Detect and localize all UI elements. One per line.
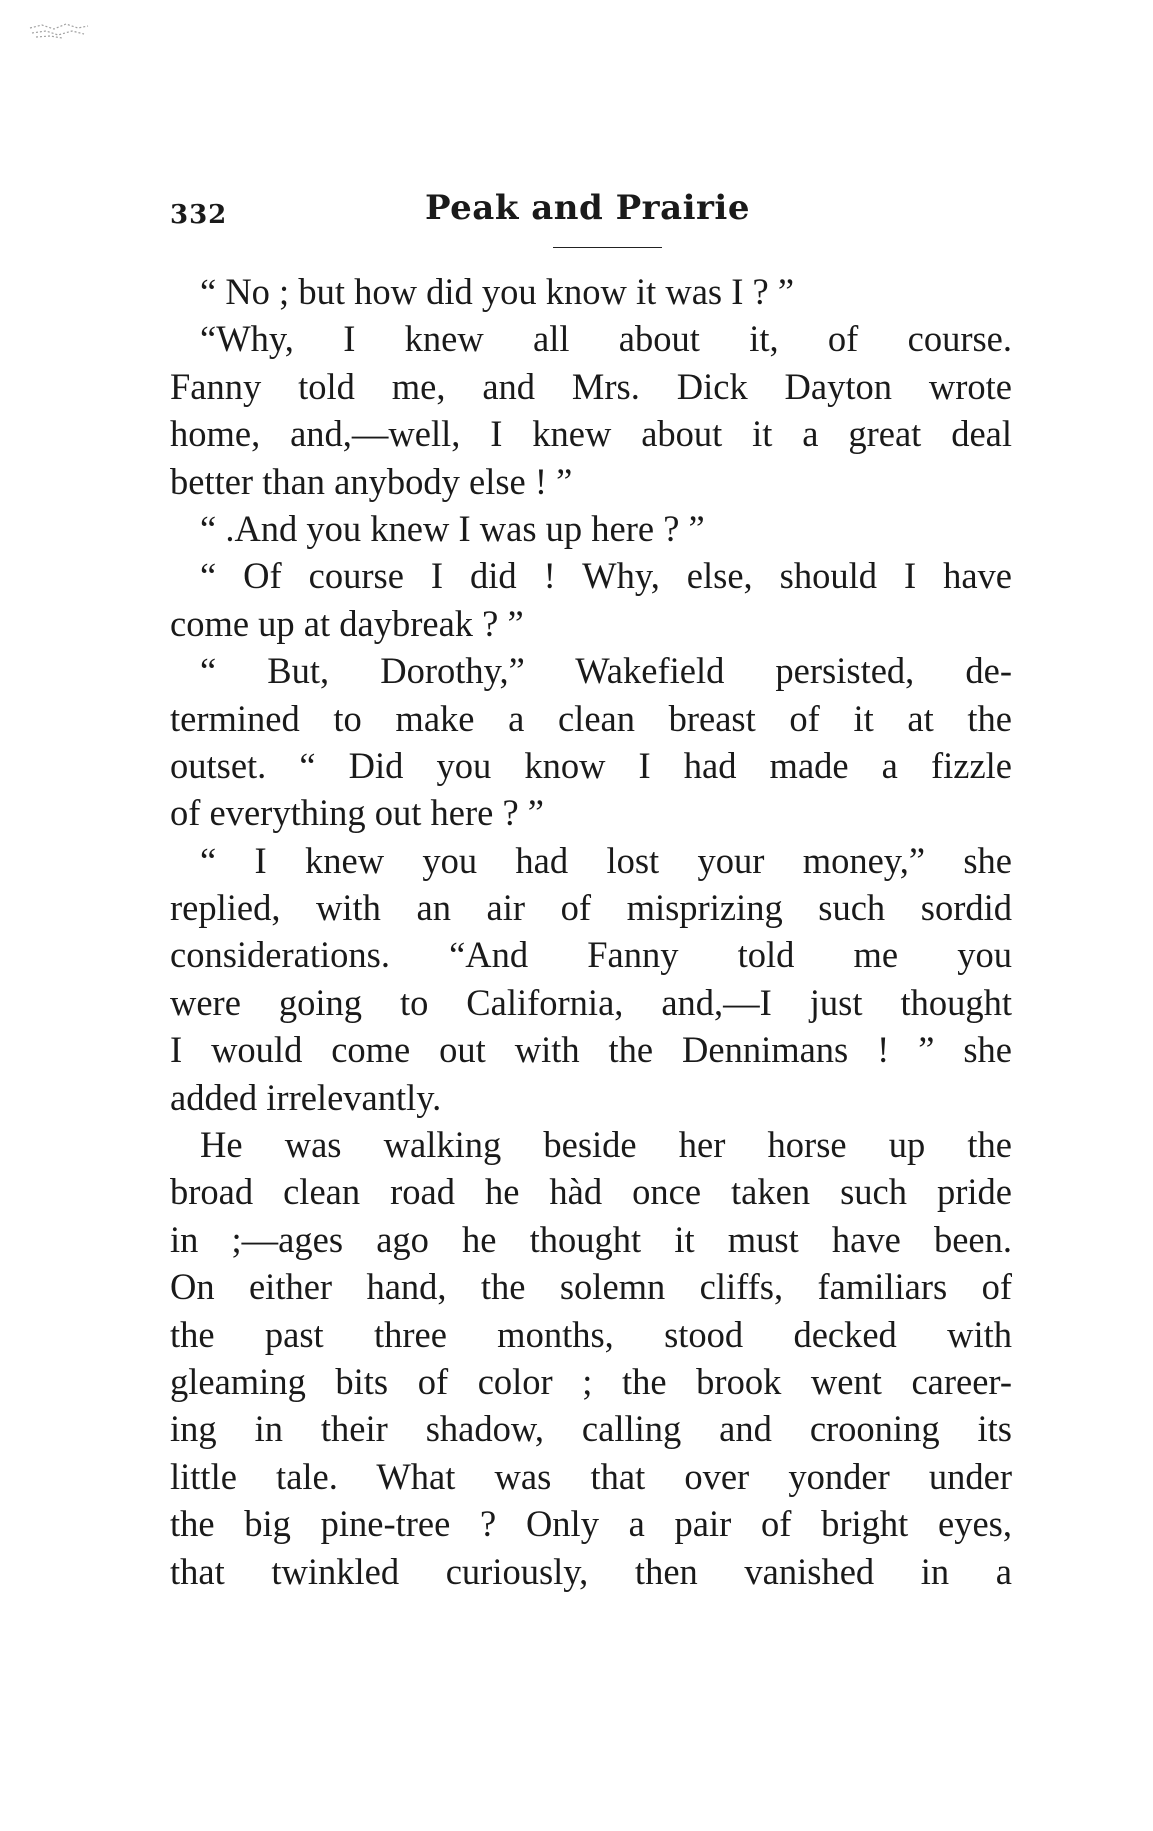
text-line: better than anybody else ! ” [170,460,573,502]
head-rule [553,247,662,248]
text-line: that twinkled curiously, then vanished in a [170,1550,1012,1592]
text-line: ing in their shadow, calling and crooning its [170,1408,1012,1450]
text-line: the big pine-tree ? Only a pair of bright eyes, [170,1503,1012,1545]
text-line: considerations. “And Fanny told me you [170,934,1012,976]
text-line: little tale. What was that over yonder under [170,1455,1012,1497]
page-number: 332 [170,200,228,230]
text-line: “ But, Dorothy,” Wakefield persisted, de- [200,650,1012,692]
running-head [170,188,1005,236]
text-line: home, and,—well, I knew about it a great deal [170,413,1012,455]
text-line: “Why, I knew all about it, of course. [200,318,1012,360]
text-line: outset. “ Did you know I had made a fizzle [170,744,1012,786]
text-line: Fanny told me, and Mrs. Dick Dayton wrote [170,365,1012,407]
text-line: “ Of course I did ! Why, else, should I have [200,555,1012,597]
text-line: “ .And you knew I was up here ? ” [200,507,705,549]
scan-speck-mark [28,22,90,40]
text-line: come up at daybreak ? ” [170,602,524,644]
text-line: gleaming bits of color ; the brook went career- [170,1360,1012,1402]
text-line: added irrelevantly. [170,1076,442,1118]
text-line: the past three months, stood decked with [170,1313,1012,1355]
text-line: in ;—ages ago he thought it must have been. [170,1218,1012,1260]
text-line: termined to make a clean breast of it at the [170,697,1012,739]
text-line: broad clean road he hàd once taken such pride [170,1171,1012,1213]
body-text [170,268,1012,1595]
text-line: He was walking beside her horse up the [200,1124,1012,1166]
text-line: On either hand, the solemn cliffs, familiars of [170,1266,1012,1308]
running-title: Peak and Prairie [425,188,750,228]
text-line: replied, with an air of misprizing such sordid [170,887,1012,929]
text-line: were going to California, and,—I just thought [170,981,1012,1023]
text-line: of everything out here ? ” [170,792,544,834]
text-line: “ No ; but how did you know it was I ? ” [200,271,795,312]
text-line: I would come out with the Dennimans ! ” she [170,1029,1012,1071]
text-line: “ I knew you had lost your money,” she [200,839,1012,881]
